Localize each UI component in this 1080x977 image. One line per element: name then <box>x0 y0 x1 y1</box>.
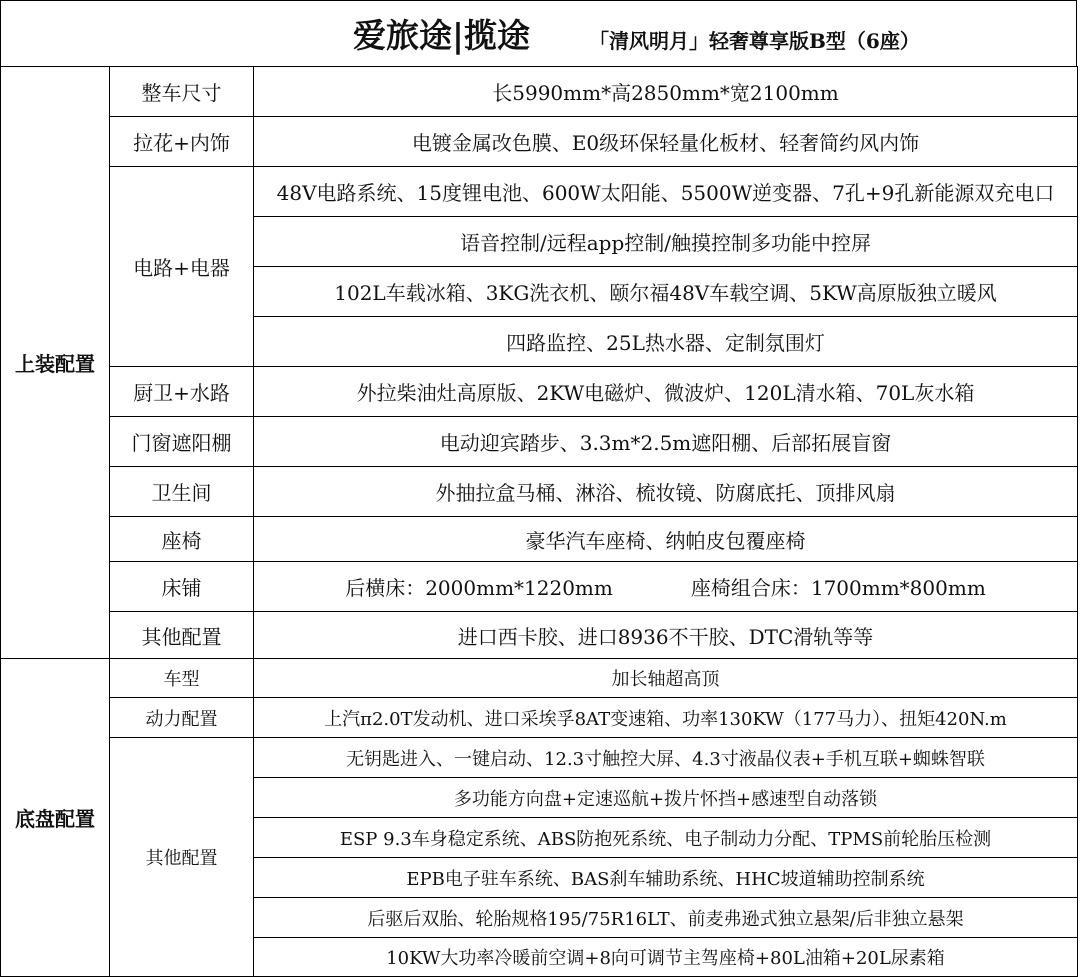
row-value: 外拉柴油灶高原版、2KW电磁炉、微波炉、120L清水箱、70L灰水箱 <box>254 367 1078 417</box>
title-bar <box>0 0 1077 67</box>
row-label: 动力配置 <box>110 698 254 738</box>
row-value: 48V电路系统、15度锂电池、600W太阳能、5500W逆变器、7孔+9孔新能源双充电口 <box>254 167 1078 217</box>
row-value: 10KW大功率冷暖前空调+8向可调节主驾座椅+80L油箱+20L尿素箱 <box>254 938 1078 977</box>
row-value: 语音控制/远程app控制/触摸控制多功能中控屏 <box>254 217 1078 267</box>
table-row <box>1 738 1078 778</box>
rear-bed-spec: 后横床：2000mm*1220mm <box>345 576 613 600</box>
table-row <box>1 67 1078 117</box>
row-label: 其他配置 <box>110 738 254 977</box>
row-label: 厨卫+水路 <box>110 367 254 417</box>
model-title: 「清风明月」轻奢尊享版B型（6座） <box>589 29 920 53</box>
row-label: 床铺 <box>110 562 254 612</box>
row-value: 多功能方向盘+定速巡航+拨片怀挡+感速型自动落锁 <box>254 778 1078 818</box>
row-label: 座椅 <box>110 517 254 562</box>
row-value: 电动迎宾踏步、3.3m*2.5m遮阳棚、后部拓展盲窗 <box>254 417 1078 467</box>
section-label-upper: 上装配置 <box>1 67 110 659</box>
row-value: 长5990mm*高2850mm*宽2100mm <box>254 67 1078 117</box>
row-label: 拉花+内饰 <box>110 117 254 167</box>
row-value: 豪华汽车座椅、纳帕皮包覆座椅 <box>254 517 1078 562</box>
row-label: 电路+电器 <box>110 167 254 367</box>
table-row <box>1 367 1078 417</box>
row-label: 卫生间 <box>110 467 254 517</box>
row-value: 上汽π2.0T发动机、进口采埃孚8AT变速箱、功率130KW（177马力）、扭矩420N.m <box>254 698 1078 738</box>
row-value: 加长轴超高顶 <box>254 659 1078 698</box>
table-row <box>1 417 1078 467</box>
row-label: 门窗遮阳棚 <box>110 417 254 467</box>
row-value <box>254 562 1078 612</box>
row-label: 车型 <box>110 659 254 698</box>
section-label-chassis: 底盘配置 <box>1 659 110 977</box>
table-row <box>1 167 1078 217</box>
table-row <box>1 117 1078 167</box>
row-value: 后驱后双胎、轮胎规格195/75R16LT、前麦弗逊式独立悬架/后非独立悬架 <box>254 898 1078 938</box>
spec-table <box>0 66 1078 977</box>
seat-bed-spec: 座椅组合床：1700mm*800mm <box>690 576 986 600</box>
row-label: 其他配置 <box>110 612 254 659</box>
table-row <box>1 467 1078 517</box>
table-row <box>1 517 1078 562</box>
table-row <box>1 612 1078 659</box>
row-value: 102L车载冰箱、3KG洗衣机、颐尔福48V车载空调、5KW高原版独立暖风 <box>254 267 1078 317</box>
row-value: ESP 9.3车身稳定系统、ABS防抱死系统、电子制动力分配、TPMS前轮胎压检测 <box>254 818 1078 858</box>
table-row <box>1 698 1078 738</box>
row-value: EPB电子驻车系统、BAS刹车辅助系统、HHC坡道辅助控制系统 <box>254 858 1078 898</box>
brand-title: 爱旅途|揽途 <box>353 16 531 55</box>
row-value: 外抽拉盒马桶、淋浴、梳妆镜、防腐底托、顶排风扇 <box>254 467 1078 517</box>
row-value: 无钥匙进入、一键启动、12.3寸触控大屏、4.3寸液晶仪表+手机互联+蜘蛛智联 <box>254 738 1078 778</box>
row-value: 电镀金属改色膜、E0级环保轻量化板材、轻奢简约风内饰 <box>254 117 1078 167</box>
row-value: 进口西卡胶、进口8936不干胶、DTC滑轨等等 <box>254 612 1078 659</box>
row-value: 四路监控、25L热水器、定制氛围灯 <box>254 317 1078 367</box>
table-row <box>1 562 1078 612</box>
row-label: 整车尺寸 <box>110 67 254 117</box>
table-row <box>1 659 1078 698</box>
